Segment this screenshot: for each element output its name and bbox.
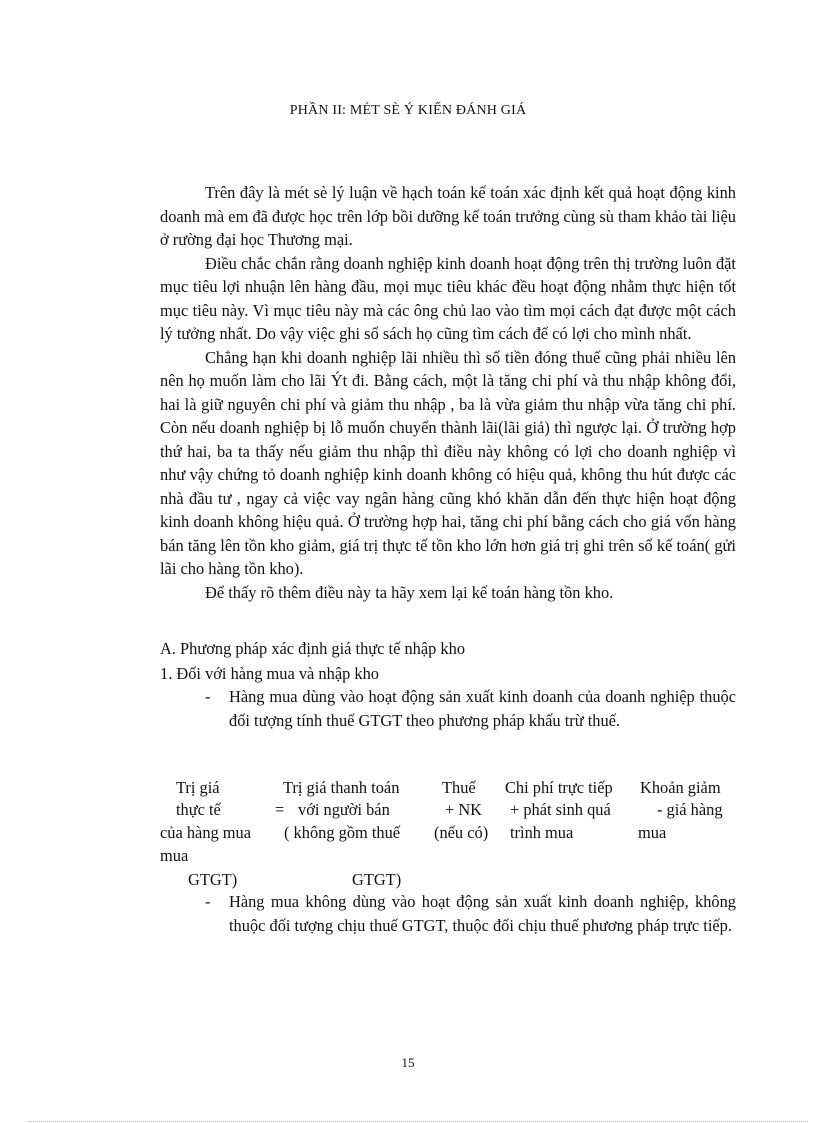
paragraph: Để thấy rõ thêm điều này ta hãy xem lại kế toán hàng tồn kho.: [205, 582, 614, 602]
bullet-text: Hàng mua dùng vào hoạt động sản xuất kinh doanh của doanh nghiệp thuộc đối tượng tính thuế GTGT theo phương pháp khấu trừ thuế.: [229, 687, 736, 730]
formula-term: thực tế: [176, 800, 221, 819]
formula-term: trình mua: [510, 823, 574, 842]
bullet-item: [205, 890, 736, 937]
formula-term: mua: [160, 846, 189, 865]
formula-term: - giá hàng: [657, 800, 723, 819]
formula-term: Trị giá thanh toán: [283, 778, 400, 797]
bullet-dash: -: [205, 687, 211, 706]
formula-term: với người bán: [298, 800, 390, 819]
formula-term: + phát sinh quá: [510, 800, 611, 819]
formula-equals: =: [275, 800, 285, 819]
formula-term: GTGT): [352, 870, 402, 889]
formula-term: + NK: [445, 800, 483, 819]
paragraph: Chẳng hạn khi doanh nghiệp lãi nhiều thì số tiền đóng thuế cũng phải nhiều lên nên họ muốn làm cho lãi Ýt đi. Bằng cách, một là tăng chi phí và thu nhập không đổi, hai là giữ nguyên chi phí và giảm thu nhập , ba là vừa giảm thu nhập vừa tăng chi phí. Còn nếu doanh nghiệp bị lỗ muốn chuyển thành lãi(lãi giả) thì ngược lại. Ở trường hợp thứ hai, ba ta thấy nếu giảm thu nhập thì điều này không có lợi cho doanh nghiệp vì như vậy chứng tỏ doanh nghiệp kinh doanh không có hiệu quả, không thu hút được các nhà đầu tư , ngay cả việc vay ngân hàng cũng khó khăn dẫn đến thực hiện hoạt động kinh doanh không hiệu quả. Ở trường hợp hai, tăng chi phí bằng cách cho giá vốn hàng bán tăng lên tồn kho giảm, giá trị thực tế tồn kho lớn hơn giá trị ghi trên sổ kế toán( gửi lãi cho hàng tồn kho).: [160, 347, 736, 578]
section-heading-a: A. Phương pháp xác định giá thực tế nhập kho: [160, 639, 466, 658]
formula-term: mua: [638, 823, 667, 842]
bullet-dash: -: [205, 892, 211, 911]
bullet-item: [205, 685, 736, 732]
page-title: PHẦN II: MÉT SÈ Ý KIẾN ĐÁNH GIÁ: [289, 103, 527, 118]
formula-term: Trị giá: [176, 778, 220, 797]
formula-term: Chi phí trực tiếp: [505, 778, 613, 797]
list-item-1: 1. Đối với hàng mua và nhập kho: [160, 664, 379, 683]
paragraph: Trên đây là mét sè lý luận về hạch toán kế toán xác định kết quả hoạt động kinh doanh mà em đã được học trên lớp bồi dưỡng kế toán trưởng cùng sù tham khảo tài liệu ở rường đại học Thương mại.: [160, 183, 736, 249]
formula-term: của hàng mua: [160, 823, 252, 842]
page-bottom-divider: [28, 1121, 808, 1122]
bullet-text: Hàng mua không dùng vào hoạt động sản xuất kinh doanh nghiệp, không thuộc đối tượng chịu thuế GTGT, thuộc đối chịu thuế phương pháp trực tiếp.: [229, 892, 736, 935]
formula-term: GTGT): [188, 870, 238, 889]
formula-term: (nếu có): [434, 823, 489, 842]
formula-term: ( không gồm thuế: [284, 823, 401, 842]
paragraph: Điều chắc chắn rằng doanh nghiệp kinh doanh hoạt động trên thị trường luôn đặt mục tiêu lợi nhuận lên hàng đầu, mọi mục tiêu khác đều hoạt động nhằm thực hiện tốt mục tiêu này. Vì mục tiêu này mà các ông chủ lao vào tìm mọi cách đạt được một cách lý tưởng nhất. Do vậy việc ghi sổ sách họ cũng tìm cách để có lợi cho mình nhất.: [160, 253, 736, 343]
formula-term: Khoản giảm: [640, 778, 721, 797]
body-paragraphs: [160, 181, 736, 604]
formula-term: Thuế: [442, 778, 476, 797]
page-number: 15: [401, 1055, 415, 1070]
